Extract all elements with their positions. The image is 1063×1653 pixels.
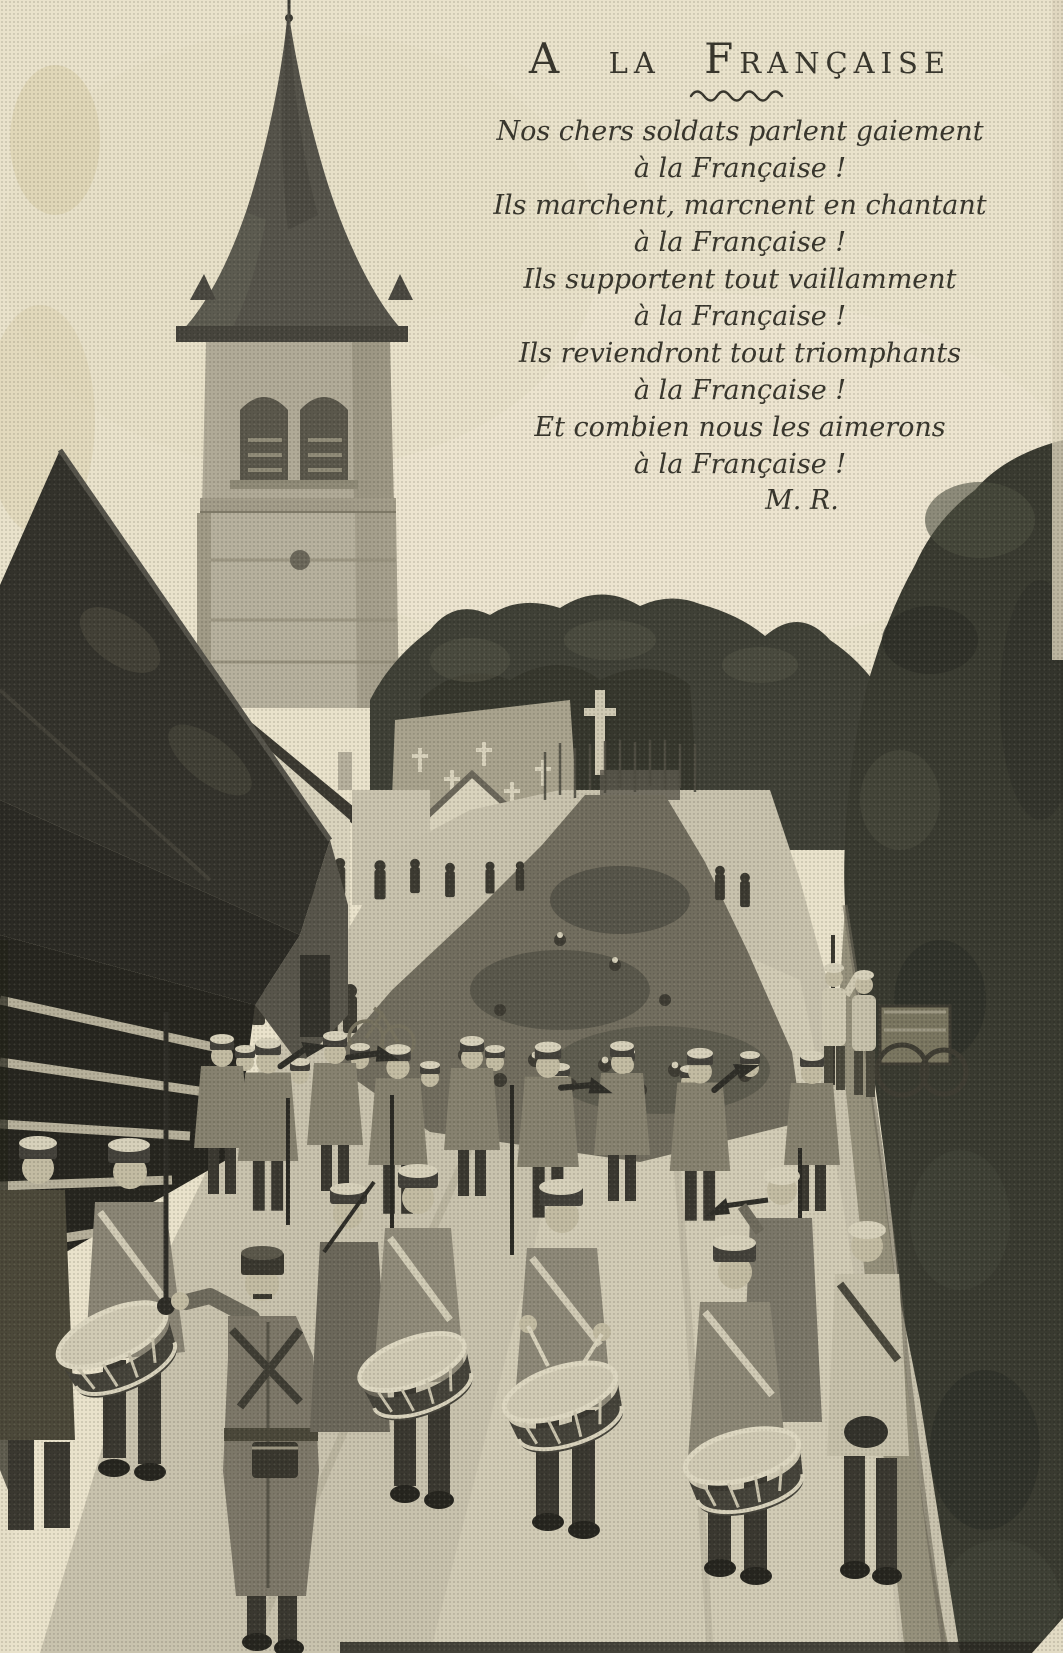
poem-line: à la Française ! xyxy=(633,449,847,480)
poem-line: Et combien nous les aimerons xyxy=(534,412,946,443)
poem-line: à la Française ! xyxy=(633,375,847,406)
squiggle-divider-icon xyxy=(425,87,1055,103)
poem-line: Ils reviendront tout triomphants xyxy=(518,338,962,369)
church-belfry xyxy=(200,342,396,515)
poem-line: Nos chers soldats parlent gaiement xyxy=(496,116,984,147)
poem-line: à la Française ! xyxy=(633,153,847,184)
poem-line: à la Française ! xyxy=(633,227,847,258)
caption-block xyxy=(425,34,1055,519)
poem xyxy=(425,113,1055,483)
poem-line: Ils supportent tout vaillamment xyxy=(523,264,957,295)
poem-signature: M. R. xyxy=(765,485,839,516)
poem-line: Ils marchent, marcnent en chantant xyxy=(493,190,987,221)
church-tower xyxy=(197,513,399,708)
poem-line: à la Française ! xyxy=(633,301,847,332)
postcard-title: A la Française xyxy=(528,34,952,83)
